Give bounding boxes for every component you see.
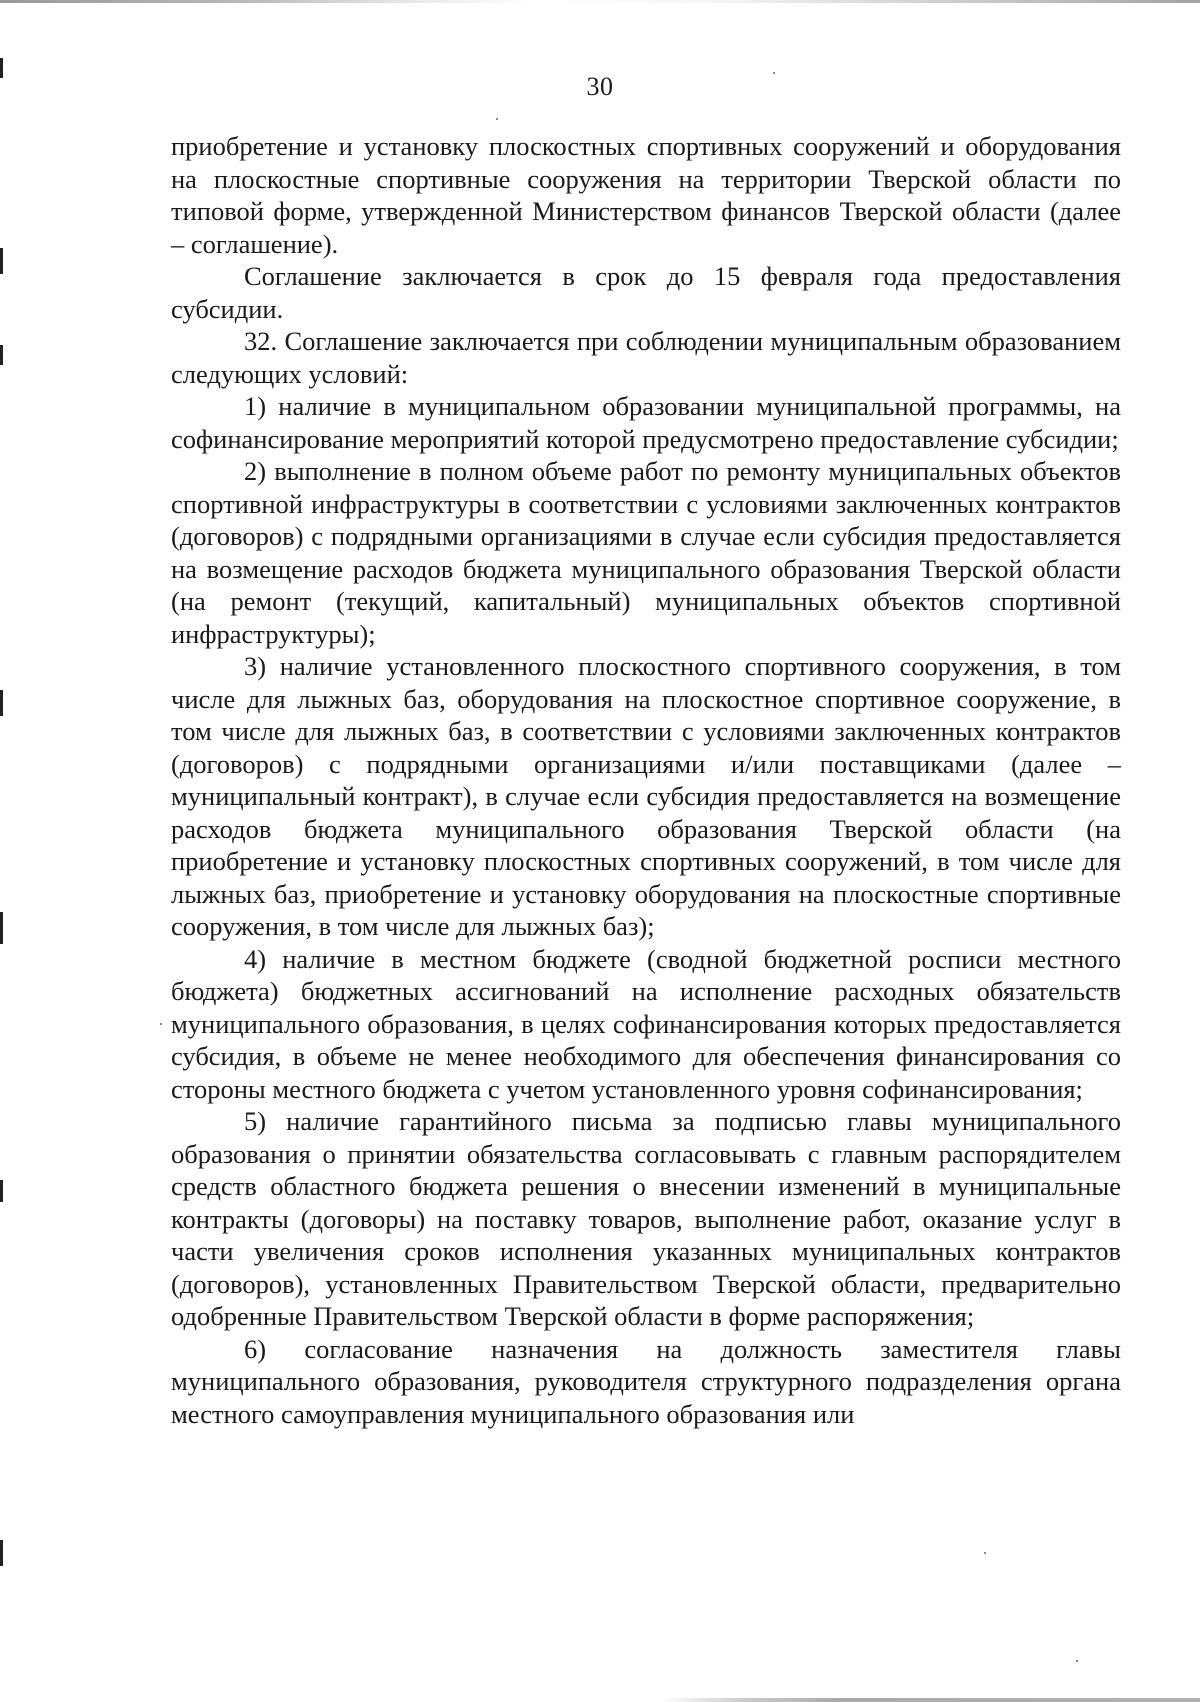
list-item: 5) наличие гарантийного письма за подписью главы муниципального образования о принятии обязательства согласовывать с главным распорядителем средств областного бюджета решения о внесении изменений в муниципальные контракты (договоры) на поставку товаров, выполнение работ, оказание услуг в части увеличения сроков исполнения указанных муниципальных контрактов (договоров), установленных Правительством Тверской области, предварительно одобренные Правительством Тверской области в форме распоряжения;: [171, 1106, 1121, 1331]
binding-mark: [0, 248, 3, 274]
list-item: 2) выполнение в полном объеме работ по ремонту муниципальных объектов спортивной инфраструктуры в соответствии с условиями заключенных контрактов (договоров) с подрядными организациями в случае если субсидия предоставляется на возмещение расходов бюджета муниципального образования Тверской области (на ремонт (текущий, капитальный) муниципальных объектов спортивной инфраструктуры);: [171, 456, 1121, 649]
scan-speck: [496, 118, 498, 120]
binding-mark: [0, 345, 3, 365]
scan-speck: [1076, 1660, 1078, 1662]
list-item: 4) наличие в местном бюджете (сводной бюджетной росписи местного бюджета) бюджетных ассигнований на исполнение расходных обязательств муниципального образования, в целях софинансирования которых предоставляется субсидия, в объеме не менее необходимого для обеспечения финансирования со стороны местного бюджета с учетом установленного уровня софинансирования;: [171, 943, 1121, 1104]
document-body: [171, 130, 1121, 1430]
binding-mark: [0, 690, 3, 716]
scan-edge-top: [0, 0, 1200, 3]
list-item: 3) наличие установленного плоскостного спортивного сооружения, в том числе для лыжных баз, оборудования на плоскостное спортивное сооружение, в том числе для лыжных баз, в соответствии с условиями заключенных контрактов (договоров) с подрядными организациями и/или поставщиками (далее – муниципальный контракт), в случае если субсидия предоставляется на возмещение расходов бюджета муниципального образования Тверской области (на приобретение и установку плоскостных спортивных сооружений, в том числе для лыжных баз, приобретение и установку оборудования на плоскостные спортивные сооружения, в том числе для лыжных баз);: [171, 651, 1121, 941]
list-item: 1) наличие в муниципальном образовании муниципальной программы, на софинансирование мероприятий которой предусмотрено предоставление субсидии;: [171, 391, 1121, 454]
binding-mark: [0, 1180, 3, 1202]
paragraph: Соглашение заключается в срок до 15 февраля года предоставления субсидии.: [171, 261, 1121, 324]
paragraph: 32. Соглашение заключается при соблюдении муниципальным образованием следующих условий:: [171, 326, 1121, 389]
binding-mark: [0, 1540, 3, 1566]
scan-speck: [160, 1023, 162, 1025]
scan-speck: [984, 1552, 986, 1554]
binding-mark: [0, 912, 3, 944]
list-item: 6) согласование назначения на должность заместителя главы муниципального образования, руководителя структурного подразделения органа местного самоуправления муниципального образования или: [171, 1333, 1121, 1429]
page-number: 30: [586, 72, 614, 101]
scan-edge-bottom: [0, 1698, 1200, 1702]
paragraph: приобретение и установку плоскостных спортивных сооружений и оборудования на плоскостные спортивные сооружения на территории Тверской области по типовой форме, утвержденной Министерством финансов Тверской области (далее – соглашение).: [171, 131, 1121, 259]
